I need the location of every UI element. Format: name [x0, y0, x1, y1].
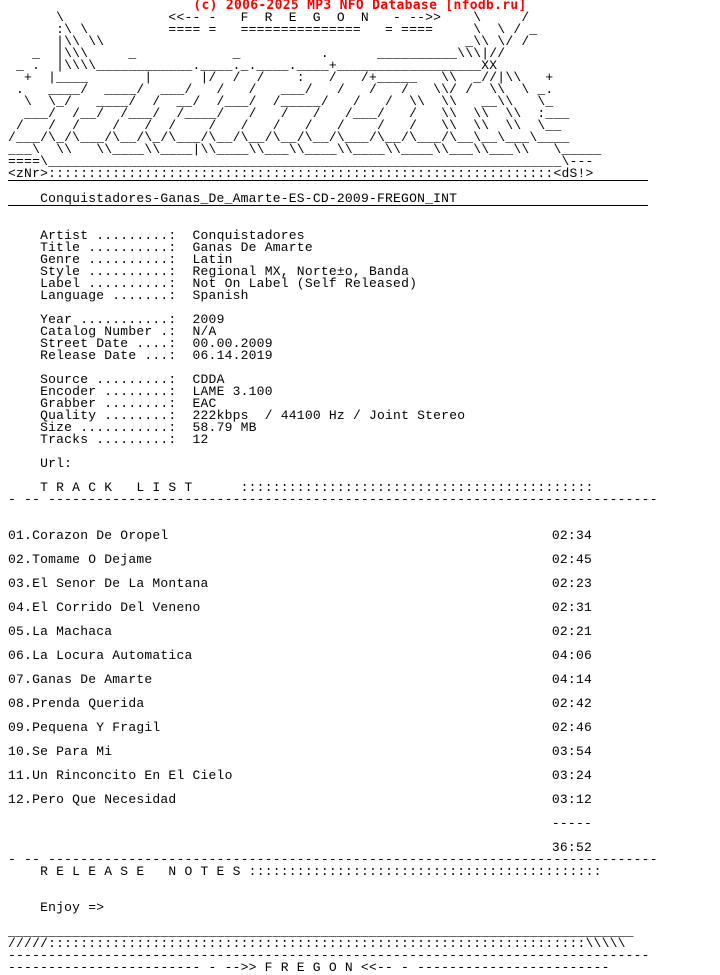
track-title: 04.El Corrido Del Veneno: [8, 600, 201, 615]
track-title: 10.Se Para Mi: [8, 744, 113, 759]
street-date-value: 00.00.2009: [192, 336, 273, 351]
release-name: Conquistadores-Ganas_De_Amarte-ES-CD-2009-FREGON_INT: [40, 191, 458, 206]
track-row: [8, 674, 592, 686]
logo-line: :\ \ ==== = =============== = ==== \ \ / _: [8, 22, 538, 37]
tracklist-dots: ::::::::::::::::::::::::::::::::::::::::::::: [240, 480, 594, 495]
style-label: Style ..........:: [40, 264, 177, 279]
nfo-document: [8, 10, 658, 975]
track-time: 03:54: [551, 744, 592, 759]
track-title: 02.Tomame O Dejame: [8, 552, 153, 567]
release-notes-text: Enjoy =>: [40, 900, 105, 915]
street-date-label: Street Date ....:: [40, 336, 177, 351]
tracks-value: 12: [192, 432, 209, 447]
label-label: Label ..........:: [40, 276, 177, 291]
title-value: Ganas De Amarte: [192, 240, 313, 255]
logo-line: \ <<-- - F R E G O N - -->> \ /: [8, 10, 530, 25]
logo-line: ___\ \\ \\____\\____|\\____\\___\\____\\____\\____\\___\\___\\ \_____: [8, 142, 602, 157]
track-row: [8, 626, 592, 638]
track-time: 02:31: [551, 600, 592, 615]
quality-label: Quality ........:: [40, 408, 177, 423]
total-separator-row: [8, 818, 592, 830]
track-time: 03:24: [551, 768, 592, 783]
total-separator: -----: [551, 816, 592, 831]
grabber-label: Grabber ........:: [40, 396, 177, 411]
track-time: 02:21: [551, 624, 592, 639]
size-value: 58.79 MB: [192, 420, 257, 435]
label-value: Not On Label (Self Released): [192, 276, 418, 291]
release-notes-header: R E L E A S E N O T E S: [40, 864, 241, 879]
year-label: Year ...........:: [40, 312, 177, 327]
size-label: Size ...........:: [40, 420, 177, 435]
separator: /////:::::::::::::::::::::::::::::::::::::::::::::::::::::::::::::::::::\\\\\: [8, 936, 626, 951]
track-title: 12.Pero Que Necesidad: [8, 792, 177, 807]
track-time: 04:06: [551, 648, 592, 663]
track-title: 11.Un Rinconcito En El Cielo: [8, 768, 233, 783]
genre-value: Latin: [192, 252, 233, 267]
separator: --------------------------------------------------------------------------------: [8, 948, 650, 963]
track-row: [8, 650, 592, 662]
logo-line: _ . |\\\\____________.____._.____.____+__________________XX: [8, 58, 498, 73]
quality-value: 222kbps / 44100 Hz / Joint Stereo: [192, 408, 466, 423]
track-row: [8, 554, 592, 566]
logo-line: /___/\_/\___/\__/\_/\___/\__/\__/\__/\__/\___/\__/\___/\__\__\___\____: [8, 130, 570, 145]
track-title: 08.Prenda Querida: [8, 696, 145, 711]
total-time: 36:52: [551, 840, 592, 855]
release-date-label: Release Date ...:: [40, 348, 177, 363]
release-date-value: 06.14.2019: [192, 348, 273, 363]
catalog-label: Catalog Number .:: [40, 324, 177, 339]
track-row: [8, 746, 592, 758]
catalog-value: N/A: [192, 324, 217, 339]
track-row: [8, 722, 592, 734]
separator: - -- ----------------------------------------------------------------------------: [8, 492, 658, 507]
artist-value: Conquistadores: [192, 228, 305, 243]
track-time: 02:34: [551, 528, 592, 543]
logo-line: . ____/ ____/ ___/ / / ___/ / / / \\/ / \\ \ _.: [8, 82, 554, 97]
track-time: 04:14: [551, 672, 592, 687]
language-value: Spanish: [192, 288, 249, 303]
track-row: [8, 698, 592, 710]
separator: - -- ----------------------------------------------------------------------------: [8, 852, 658, 867]
track-title: 07.Ganas De Amarte: [8, 672, 153, 687]
track-title: 09.Pequena Y Fragil: [8, 720, 161, 735]
source-label: Source .........:: [40, 372, 177, 387]
logo-line: ___/ /__/ /___/ /____/ / / / /___/ / \\ \\ \\ :___: [8, 106, 570, 121]
logo-line: / / / / / / / / / / / / / \\ \\ \\ \__: [8, 118, 562, 133]
artist-label: Artist .........:: [40, 228, 177, 243]
logo-line: |\\ \\ _\\ \/ /: [8, 34, 530, 49]
track-time: 02:46: [551, 720, 592, 735]
track-row: [8, 770, 592, 782]
encoder-value: LAME 3.100: [192, 384, 273, 399]
logo-line: \ \_/ ____/ / __/ /___/ /_____/ / / \\ \\ __\\ \_: [8, 94, 554, 109]
grabber-value: EAC: [192, 396, 217, 411]
track-row: [8, 530, 592, 542]
separator: ______________________________________________________________________________: [8, 924, 634, 939]
tracks-label: Tracks .........:: [40, 432, 177, 447]
encoder-label: Encoder ........:: [40, 384, 177, 399]
track-title: 03.El Senor De La Montana: [8, 576, 209, 591]
logo-line: + |____ | |/ / / : / /+_____ \\ _//|\\ +: [8, 70, 554, 85]
logo-line: _ |\\\ _ _ . __________\\\|//: [8, 46, 506, 61]
track-row: [8, 602, 592, 614]
logo-line: <zNr>:::::::::::::::::::::::::::::::::::::::::::::::::::::::::::::::<dS!>: [8, 166, 594, 181]
style-value: Regional MX, Norte±o, Banda: [192, 264, 410, 279]
track-time: 02:42: [551, 696, 592, 711]
track-title: 06.La Locura Automatica: [8, 648, 193, 663]
tracklist-header: T R A C K L I S T: [40, 480, 193, 495]
track-row: [8, 794, 592, 806]
track-time: 03:12: [551, 792, 592, 807]
logo-line: ====\________________________________________________________________\---: [8, 154, 594, 169]
year-value: 2009: [192, 312, 225, 327]
language-label: Language .......:: [40, 288, 177, 303]
track-title: 05.La Machaca: [8, 624, 113, 639]
release-notes-dots: ::::::::::::::::::::::::::::::::::::::::::::: [248, 864, 602, 879]
track-row: [8, 578, 592, 590]
footer: ------------------------ - -->> F R E G O N <<-- - ------------------------: [8, 960, 610, 975]
track-title: 01.Corazon De Oropel: [8, 528, 169, 543]
track-time: 02:45: [551, 552, 592, 567]
source-value: CDDA: [192, 372, 225, 387]
url-label: Url:: [40, 456, 73, 471]
title-label: Title ..........:: [40, 240, 177, 255]
track-time: 02:23: [551, 576, 592, 591]
nfo-database-banner[interactable]: (c) 2006-2025 MP3 NFO Database [nfodb.ru]: [193, 0, 527, 13]
genre-label: Genre ..........:: [40, 252, 177, 267]
